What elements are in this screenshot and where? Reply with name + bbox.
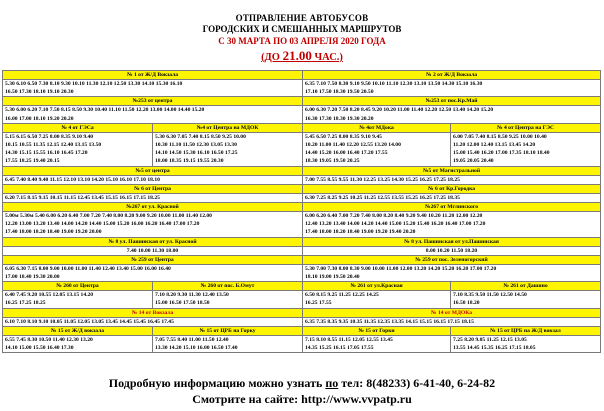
route-times-cell	[303, 335, 451, 352]
route-times-cell	[303, 175, 601, 184]
route-times-cell	[451, 132, 601, 166]
route-header-cell: № 15 от Ж/Д вокзала	[3, 326, 153, 335]
departure-times-line: 8.00 10.20 11.50 18.20	[425, 247, 478, 254]
departure-times-line: 5.45 6.50 7.25 8.00 8.35 9.10 9.45	[305, 133, 382, 140]
route-header-row	[3, 282, 601, 291]
departure-times-line: 6.00 6.20 6.40 7.00 7.20 7.40 8.00 8.20 8.40 9.20 9.40 10.20 11.20 12.00 12.20	[305, 213, 483, 220]
departure-times-line: 5.30 7.00 7.30 8.00 8.30 9.00 10.00 11.00 12.00 13.20 14.20 15.20 16.20 17.00 17.20	[305, 265, 497, 272]
contact-info	[0, 376, 604, 391]
contact-phones: тел: 8(48233) 6-41-40, 6-24-82	[338, 376, 496, 390]
notice-title: ОТПРАВЛЕНИЕ АВТОБУСОВ	[235, 13, 369, 23]
route-times-cell	[303, 132, 451, 166]
departure-times-line: 16.50 17.30 18.10 19.10 20.30	[5, 89, 74, 96]
time-limit-close: ЧАС.)	[311, 52, 343, 63]
route-times-cell	[3, 132, 153, 166]
route-times-cell	[303, 106, 601, 123]
contact-text-underlined: по	[325, 376, 339, 390]
departure-times-line: 5.15 6.15 6.50 7.25 8.00 8.35 9.10 9.40	[5, 133, 94, 140]
route-header-cell: № 261 от Дашино	[451, 282, 601, 291]
route-header-cell: № 261 от ул.Красная	[303, 282, 451, 291]
departure-times-line: 7.10 8.35 9.50 11.50 12.50 14.50	[453, 292, 527, 299]
departure-times-line: 17.40 18.00 18.20 18.40 19.00 19.20 20.00	[5, 229, 102, 236]
departure-times-line: 7.25 8.20 9.05 11.25 12.15 13.05	[453, 336, 527, 343]
route-times-cell	[303, 264, 601, 281]
departure-times-line: 18.10 19.00 19.50 20.40	[305, 274, 360, 281]
route-header-row	[3, 123, 601, 132]
departure-times-line: 6.05 6.30 7.15 8.00 9.00 10.00 11.00 11.40 12.40 13.40 15.00 16.00 16.40	[5, 265, 171, 272]
route-header-cell: №253 от пос.Кр.Май	[303, 97, 601, 106]
route-header-cell: № 14 от МДОКа	[303, 308, 601, 317]
departure-times-line: 16.30 17.30 18.30 19.30 20.20	[305, 115, 374, 122]
departure-times-line: 10.30 11.10 11.50 12.30 13.05 13.30	[155, 142, 237, 149]
route-times-cell	[153, 291, 303, 308]
departure-times-line: 17.55 18.25 19.40 20.15	[5, 158, 60, 165]
departure-times-line: 16.25 17.55	[305, 300, 332, 307]
departure-times-line: 11.20 12.00 12.40 13.15 13.45 14.20	[453, 142, 536, 149]
time-limit-value: 21.00	[282, 48, 312, 63]
route-header-cell: № 4 от ГЭСа	[3, 123, 153, 132]
departure-times-line: 6.35 7.10 7.50 8.30 9.10 9.50 10.10 11.10 12.30 13.10 13.50 14.30 15.10 16.30	[305, 81, 483, 87]
departure-times-line: 5.30 6.10 6.50 7.30 8.10 9.30 10.10 11.30 12.10 12.50 13.30 14.10 15.30 16.10	[5, 81, 183, 87]
route-header-cell: № 1 от Ж/Д Вокзала	[3, 71, 303, 80]
route-times-row	[3, 132, 601, 166]
route-times-row	[3, 317, 601, 326]
route-header-row	[3, 166, 601, 175]
route-times-cell	[3, 317, 303, 326]
route-header-cell: № 260 от пос. Б.Омут	[153, 282, 303, 291]
route-times-cell	[3, 106, 303, 123]
route-times-cell	[303, 317, 601, 326]
departure-times-line: 14.10 14.50 15.30 16.10 16.50 17.25	[155, 150, 238, 157]
route-times-cell	[451, 335, 601, 352]
departure-times-line: 14.35 15.25 16.15 17.05 17.55	[305, 345, 374, 352]
departure-times-line: 14.30 15.15 15.55 16.10 16.45 17.20	[5, 150, 88, 157]
departure-times-line: 16.50 18.20	[453, 300, 480, 307]
departure-times-line: 6.00 7.05 7.40 8.15 8.50 9.25 10.00 10.40	[453, 133, 547, 140]
route-header-row	[3, 308, 601, 317]
route-header-cell: № 15 от Горки	[303, 326, 451, 335]
route-header-cell: № 260 от Центра	[3, 282, 153, 291]
departure-times-line: 6.45 7.40 8.40 9.40 11.15 12.10 13.10 14.20 15.10 16.10 17.10 18.10	[5, 176, 160, 183]
departure-times-line: 5.30 6.30 7.05 7.40 8.15 8.50 9.25 10.00	[155, 133, 246, 140]
route-header-cell: № 6 от Кр.Городка	[303, 184, 601, 193]
departure-times-line: 6.20 7.15 8.15 9.15 10.15 11.15 12.45 13.45 15.15 16.15 17.15 18.25	[5, 194, 160, 201]
departure-times-line: 12.20 13.00 13.20 13.40 14.00 14.20 14.40 15.00 15.20 16.00 16.20 16.40 17.00 17.20	[5, 221, 200, 228]
departure-times-line: 12.40 13.20 13.40 14.00 14.20 14.40 15.00 15.20 15.40 16.20 16.40 17.00 17.20	[305, 221, 486, 228]
schedule-body	[3, 71, 601, 353]
route-header-cell: № 259 от Центра	[3, 255, 303, 264]
notice-subtitle: ГОРОДСКИХ И СМЕШАННЫХ МАРШРУТОВ	[202, 24, 402, 34]
departure-times-line: 10.20 11.00 11.40 12.20 12.55 13.20 14.00	[305, 142, 401, 149]
route-times-row	[3, 291, 601, 308]
notice-date-range: С 30 МАРТА ПО 03 АПРЕЛЯ 2020 ГОДА	[218, 36, 386, 46]
route-times-cell	[153, 132, 303, 166]
route-header-row	[3, 255, 601, 264]
departure-times-line: 18.00 18.35 19.15 19.55 20.30	[155, 158, 224, 165]
route-times-cell	[3, 80, 303, 97]
departure-times-line: 7.00 7.55 8.55 9.55 11.30 12.25 13.25 14.30 15.25 16.25 17.25 18.25	[305, 176, 460, 183]
route-times-cell	[3, 246, 303, 255]
departure-times-line: 15.00 15.40 16.20 17.00 17.35 18.10 18.40	[453, 150, 550, 157]
departure-times-line: 7.05 7.55 8.40 11.00 11.50 12.40	[155, 336, 229, 343]
route-header-row	[3, 237, 601, 246]
route-times-cell	[3, 193, 303, 202]
departure-times-line: 7.15 8.10 8.55 11.15 12.05 12.55 13.45	[305, 336, 393, 343]
route-times-cell	[303, 291, 451, 308]
route-header-cell: № 6 от Центра	[3, 184, 303, 193]
route-times-row	[3, 264, 601, 281]
departure-times-line: 5.30 6.00 6.20 7.10 7.50 8.15 8.50 9.30 10.40 11.10 11.50 12.20 13.00 14.00 14.40 15.20	[5, 107, 205, 114]
departure-times-line: 18.30 19.05 19.50 20.25	[305, 158, 360, 165]
route-times-cell	[303, 246, 601, 255]
departure-times-line: 15.00 16.50 17.50 18.50	[155, 300, 210, 307]
route-times-cell	[3, 291, 153, 308]
route-header-cell: № 15 от ЦРБ на Горку	[153, 326, 303, 335]
notice-time-limit	[0, 48, 604, 64]
route-header-cell: № 8 ул. Пашинская от ул.Пашинская	[303, 237, 601, 246]
route-times-cell	[303, 193, 601, 202]
route-header-cell: № 15 от ЦРБ на Ж/Д вокзал	[451, 326, 601, 335]
route-times-cell	[3, 335, 153, 352]
route-header-cell: № 4 от Центра на ГЭС	[451, 123, 601, 132]
departure-times-line: 16.00 17.00 18.10 19.20 20.20	[5, 115, 74, 122]
route-times-cell	[3, 264, 303, 281]
route-times-cell	[3, 212, 303, 238]
route-header-cell: № 2 от Ж/Д Вокзала	[303, 71, 601, 80]
website-info: Смотрите на сайте: http://www.vvpatp.ru	[192, 392, 412, 406]
contact-text-before: Подробную информацию можно узнать	[108, 376, 326, 390]
departure-times-line: 5.00м 5.30м 5.40 6.00 6.20 6.40 7.00 7.20 7.40 8.00 8.20 9.00 9.20 10.00 11.00 11.40 12.00	[5, 213, 212, 220]
departure-times-line: 19.05 20.05 20.40	[453, 158, 494, 165]
route-times-cell	[153, 335, 303, 352]
departure-times-line: 6.30 7.25 8.25 9.25 10.25 11.25 12.55 13.55 15.25 16.25 17.25 18.35	[305, 194, 460, 201]
route-times-row	[3, 175, 601, 184]
route-header-row	[3, 203, 601, 212]
departure-times-line: 14.10 15.00 15.50 16.40 17.30	[5, 345, 74, 352]
departure-times-line: 14.40 15.20 16.00 16.40 17.20 17.55	[305, 150, 388, 157]
route-times-cell	[303, 80, 601, 97]
route-times-row	[3, 335, 601, 352]
departure-times-line: 7.10 8.20 9.30 11.30 12.40 13.50	[155, 292, 229, 299]
route-times-row	[3, 193, 601, 202]
route-header-cell: №5 от центра	[3, 166, 303, 175]
route-header-cell: № 259 от пос. Зеленогорский	[303, 255, 601, 264]
departure-times-line: 6.40 7.45 9.20 10.55 12.05 13.15 14.20	[5, 292, 94, 299]
departure-times-line: 10.15 10.55 11.35 12.15 12.40 13.15 13.50	[5, 142, 102, 149]
route-times-row	[3, 80, 601, 97]
route-header-cell: №4 от Центра на МДОК	[153, 123, 303, 132]
departure-times-line: 13.30 14.20 15.10 16.00 16.50 17.40	[155, 345, 238, 352]
route-times-row	[3, 246, 601, 255]
departure-times-line: 6.50 8.15 9.25 11.25 12.25 14.25	[305, 292, 379, 299]
route-header-row	[3, 71, 601, 80]
departure-times-line: 17.00 18.40 19.30 20.00	[5, 274, 60, 281]
route-times-cell	[303, 212, 601, 238]
departure-times-line: 7.40 10.00 11.30 18.00	[126, 247, 179, 254]
route-header-row	[3, 326, 601, 335]
route-header-cell: № 14 от Вокзала	[3, 308, 303, 317]
departure-times-line: 16.25 17.25 18.25	[5, 300, 46, 307]
time-limit-open: (ДО	[261, 52, 283, 63]
departure-times-line: 6.35 7.35 8.35 9.35 10.35 11.35 12.35 13.35 14.15 15.15 16.15 17.15 18.15	[305, 318, 474, 325]
route-header-cell: № 4от МДока	[303, 123, 451, 132]
route-times-row	[3, 106, 601, 123]
route-header-cell: №5 от Магистральной	[303, 166, 601, 175]
departure-times-line: 13.55 14.45 15.35 16.25 17.15 18.05	[453, 345, 536, 352]
departure-times-line: 6.00 6.30 7.20 7.50 8.20 8.45 9.20 10.20 11.00 11.40 12.20 12.50 13.40 14.20 15.20	[305, 107, 494, 114]
departure-times-line: 17.10 17.50 18.30 19.50 20.50	[305, 89, 374, 96]
route-header-row	[3, 97, 601, 106]
route-times-cell	[3, 175, 303, 184]
route-times-row	[3, 212, 601, 238]
bus-schedule-table	[2, 70, 601, 353]
route-header-row	[3, 184, 601, 193]
route-header-cell: №267 от ул. Красной	[3, 203, 303, 212]
route-header-cell: №253 от центра	[3, 97, 303, 106]
route-header-cell: №267 от Мглинского	[303, 203, 601, 212]
route-header-cell: № 8 ул. Пашинская от ул. Красной	[3, 237, 303, 246]
departure-times-line: 6.55 7.45 8.30 10.50 11.40 12.30 13.20	[5, 336, 93, 343]
route-times-cell	[451, 291, 601, 308]
departure-times-line: 17.40 18.00 18.20 18.40 19.00 19.20 19.40 20.20	[305, 229, 416, 236]
departure-times-line: 6.10 7.10 8.10 9.10 10.05 11.05 12.05 13.05 13.45 14.45 15.45 16.45 17.45	[5, 318, 174, 325]
